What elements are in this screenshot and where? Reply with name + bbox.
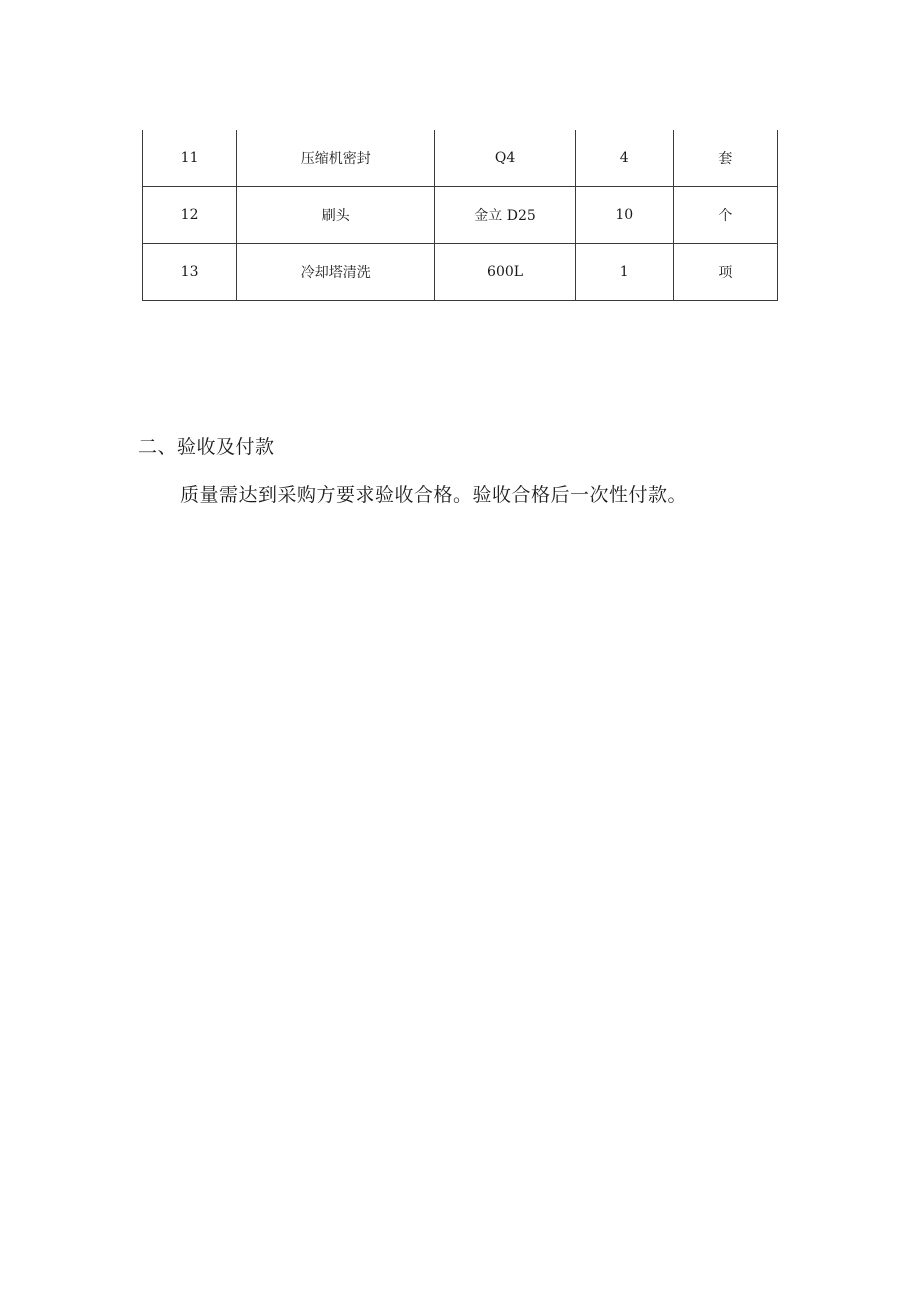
cell-spec: 金立 D25: [435, 187, 575, 244]
cell-no: 12: [143, 187, 237, 244]
cell-qty: 10: [575, 187, 673, 244]
cell-no: 11: [143, 130, 237, 187]
table-row: [143, 130, 778, 187]
cell-qty: 1: [575, 244, 673, 301]
cell-name: 刷头: [237, 187, 435, 244]
table-row: [143, 187, 778, 244]
cell-spec: 600L: [435, 244, 575, 301]
cell-name: 冷却塔清洗: [237, 244, 435, 301]
items-table: [142, 130, 778, 301]
cell-unit: 项: [673, 244, 777, 301]
cell-unit: 个: [673, 187, 777, 244]
section-heading: 二、验收及付款: [138, 436, 275, 458]
cell-no: 13: [143, 244, 237, 301]
cell-qty: 4: [575, 130, 673, 187]
table-row: [143, 244, 778, 301]
cell-unit: 套: [673, 130, 777, 187]
section-paragraph: 质量需达到采购方要求验收合格。验收合格后一次性付款。: [180, 484, 688, 506]
cell-name: 压缩机密封: [237, 130, 435, 187]
cell-spec: Q4: [435, 130, 575, 187]
